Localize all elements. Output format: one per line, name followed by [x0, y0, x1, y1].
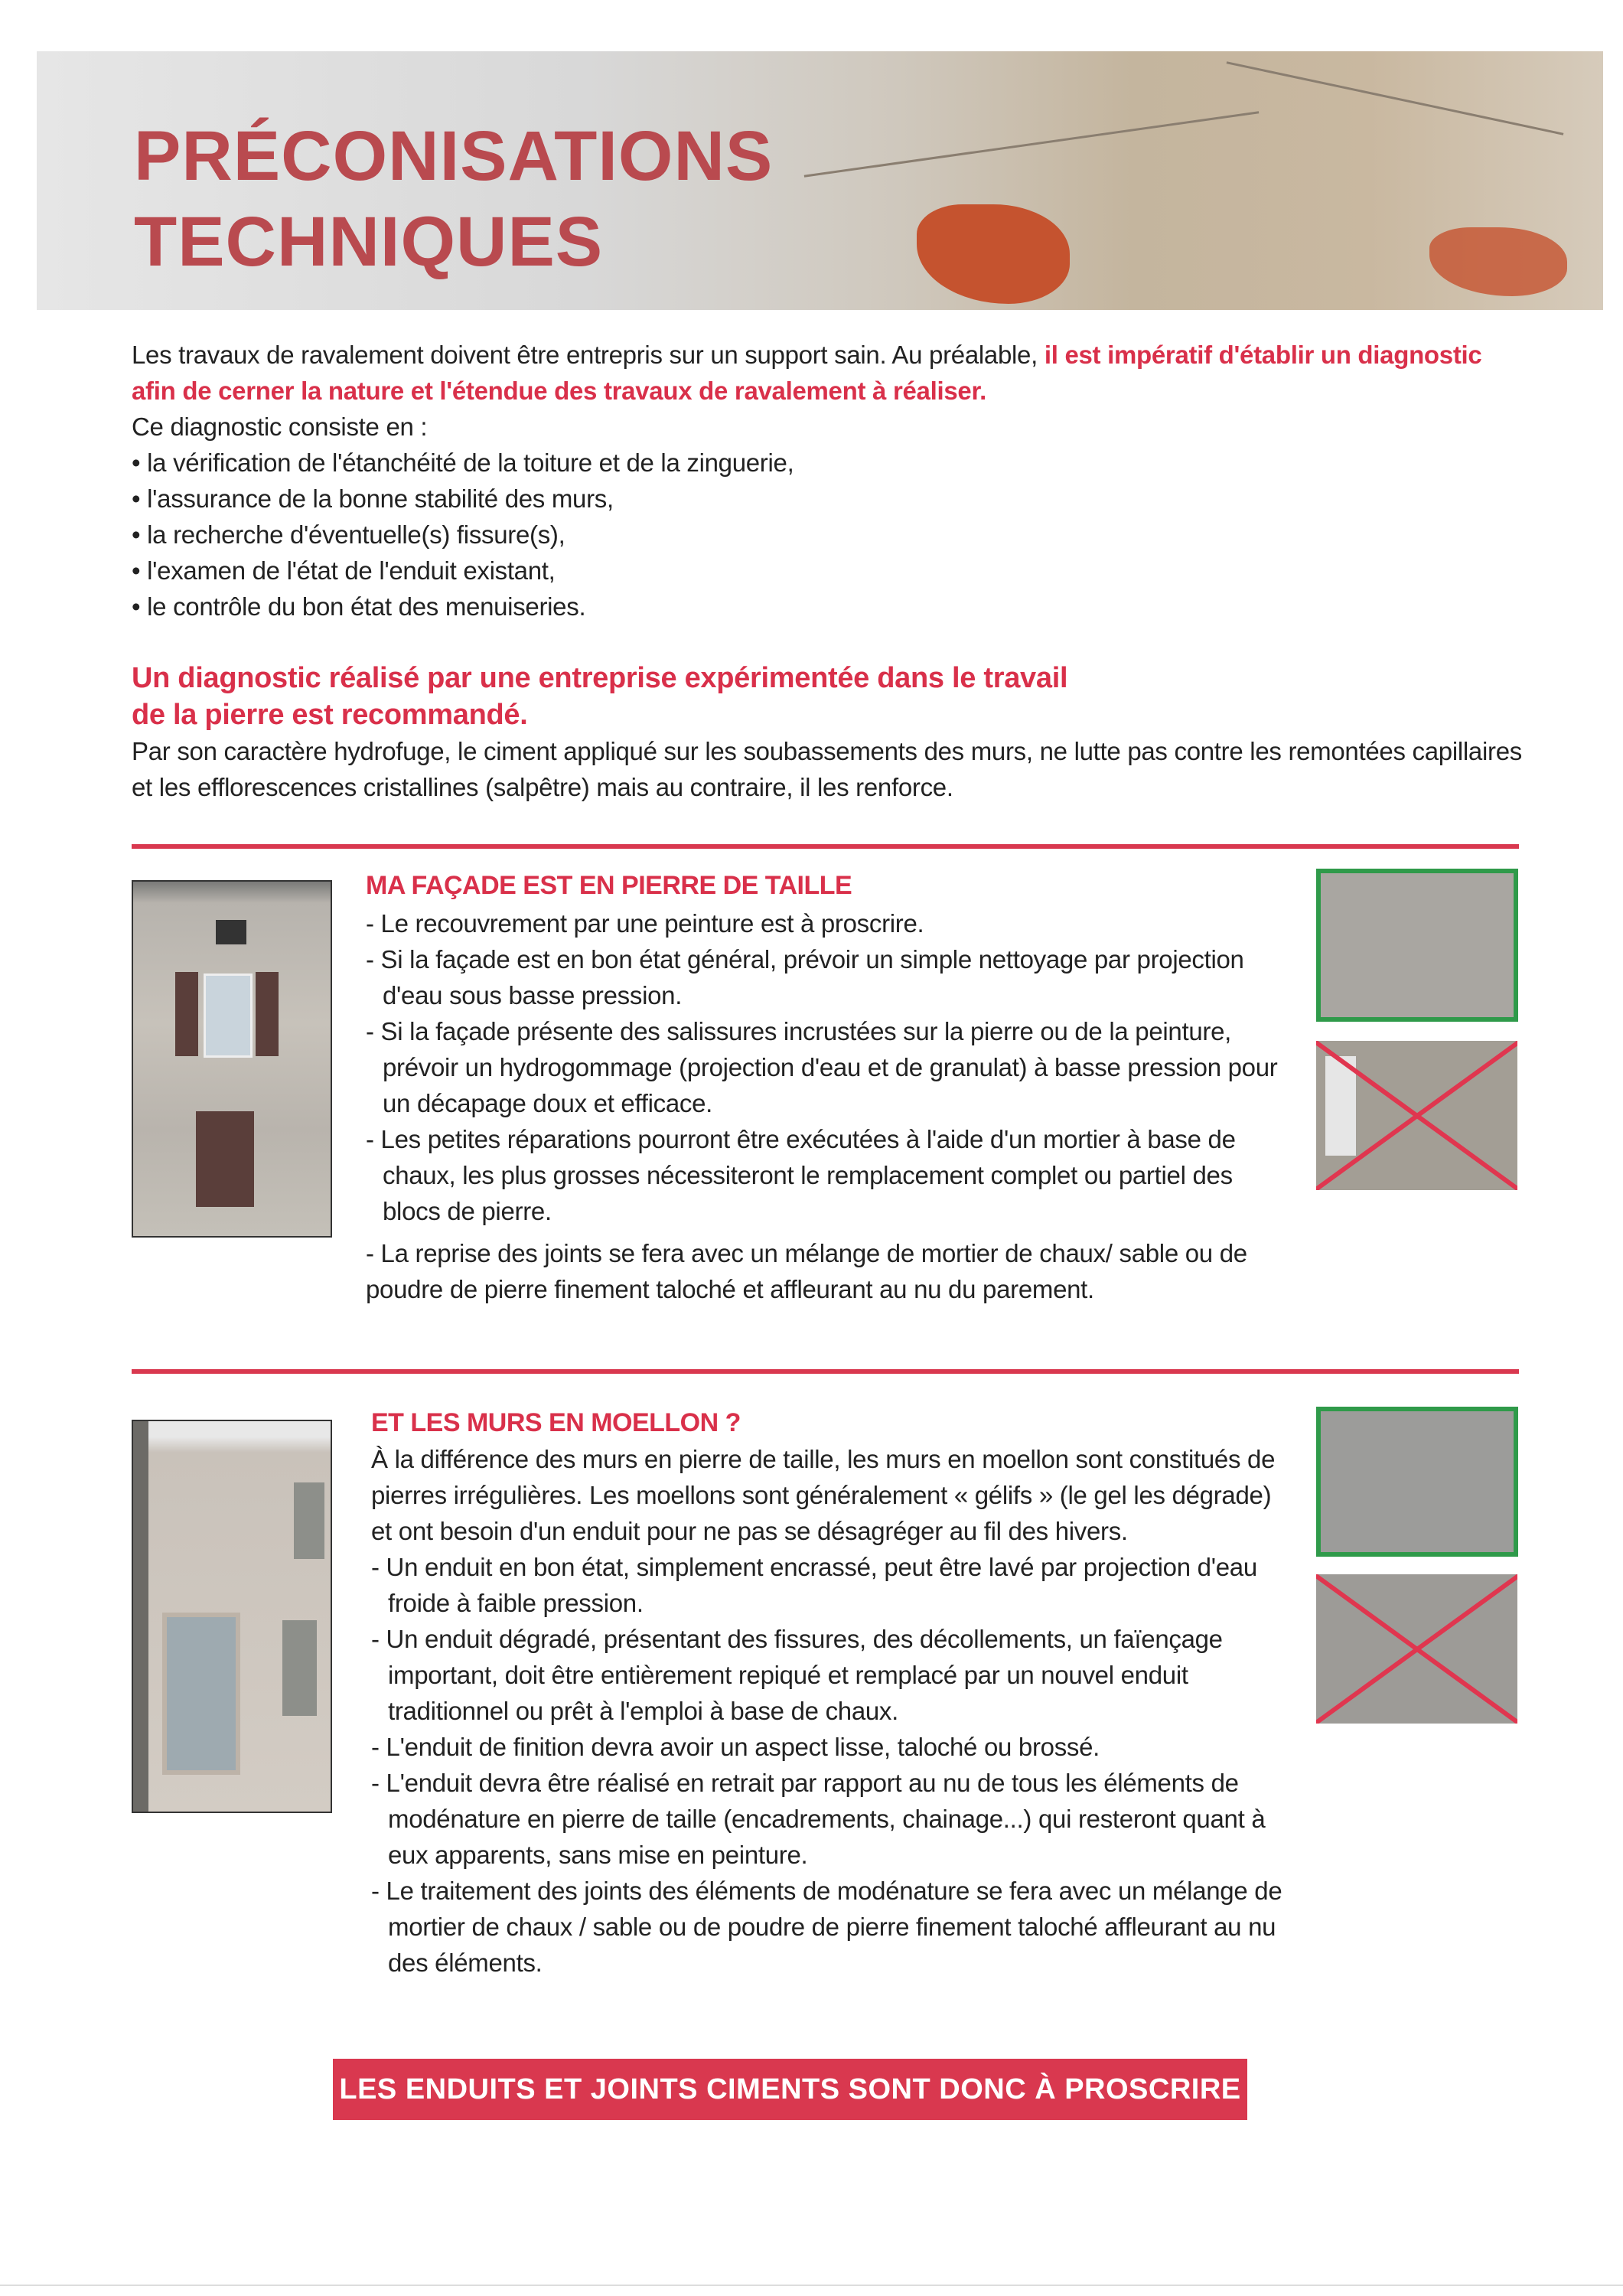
list-item: • le contrôle du bon état des menuiseries. — [132, 592, 586, 621]
bad-example-thumb — [1316, 1574, 1517, 1724]
title-line-1: PRÉCONISATIONS — [134, 117, 774, 195]
list-item: • l'examen de l'état de l'enduit existant, — [132, 556, 556, 585]
exposed-brick — [1429, 227, 1567, 296]
intro-emphasis: il est impératif d'établir un diagnostic afin de cerner la nature et l'étendue des travaux de ravalement à réaliser. — [132, 341, 1482, 405]
list-item: - Le traitement des joints des éléments de modénature se fera avec un mélange de mortier de chaux / sable ou de poudre de pierre finement taloché affleurant au nu des éléments. — [371, 1877, 1282, 1977]
list-item: - Si la façade présente des salissures incrustées sur la pierre ou de la peinture, prévoir un hydrogommage (projection d'eau et de granulat) à basse pression pour un décapage doux et efficace. — [366, 1017, 1278, 1117]
title-line-2: TECHNIQUES — [134, 203, 604, 281]
list-intro: Ce diagnostic consiste en : — [132, 413, 428, 441]
recommendation-text: Par son caractère hydrofuge, le ciment appliqué sur les soubassements des murs, ne lutte pas contre les remontées capillaires et les efflorescences cristallines (salpêtre) mais au contraire, il les renforce. — [132, 737, 1522, 801]
list-item: • l'assurance de la bonne stabilité des murs, — [132, 484, 614, 513]
diagnostic-list — [132, 445, 1524, 625]
intro-text: Les travaux de ravalement doivent être entrepris sur un support sain. Au préalable, — [132, 341, 1045, 369]
good-example-thumb — [1316, 869, 1518, 1022]
facade-moellon-photo — [132, 1420, 332, 1813]
list-item: - L'enduit devra être réalisé en retrait par rapport au nu de tous les éléments de modénature en pierre de taille (encadrements, chainage...) qui resteront quant à eux apparents, sans mise en peinture. — [371, 1769, 1266, 1869]
page-title — [134, 113, 773, 285]
list-item: - La reprise des joints se fera avec un mélange de mortier de chaux/ sable ou de poudre de pierre finement taloché et affleurant au nu du parement. — [366, 1239, 1247, 1303]
recommendation-heading: de la pierre est recommandé. — [132, 699, 528, 731]
section-pierre-de-taille — [366, 871, 1284, 1307]
section-intro: À la différence des murs en pierre de taille, les murs en moellon sont constitués de pierres irrégulières. Les moellons sont généralement « gélifs » (le gel les dégrade) et ont besoin d'un enduit pour ne pas se désagréger au fil des hivers. — [371, 1445, 1276, 1545]
list-item: - Si la façade est en bon état général, prévoir un simple nettoyage par projection d'eau sous basse pression. — [366, 945, 1244, 1009]
section-heading: MA FAÇADE EST EN PIERRE DE TAILLE — [366, 871, 852, 900]
crack — [804, 111, 1260, 177]
section-heading: ET LES MURS EN MOELLON ? — [371, 1408, 741, 1437]
bad-example-thumb — [1316, 1041, 1517, 1190]
exposed-brick — [917, 204, 1070, 304]
facade-stone-photo — [132, 880, 332, 1238]
list-item: • la recherche d'éventuelle(s) fissure(s), — [132, 520, 565, 549]
list-item: - Le recouvrement par une peinture est à proscrire. — [366, 909, 924, 938]
good-example-thumb — [1316, 1407, 1518, 1557]
recommendation — [132, 660, 1524, 805]
list-item: - Un enduit dégradé, présentant des fissures, des décollements, un faïençage important, doit être entièrement repiqué et remplacé par un nouvel enduit traditionnel ou prêt à l'emploi à base de chaux. — [371, 1625, 1223, 1725]
list-item: - L'enduit de finition devra avoir un aspect lisse, taloché ou brossé. — [371, 1733, 1100, 1761]
section-moellon — [371, 1408, 1289, 1981]
crack — [1227, 61, 1564, 135]
list-item: - Un enduit en bon état, simplement encrassé, peut être lavé par projection d'eau froide à faible pression. — [371, 1553, 1257, 1617]
recommendation-heading: Un diagnostic réalisé par une entreprise expérimentée dans le travail — [132, 662, 1068, 694]
conclusion-banner: LES ENDUITS ET JOINTS CIMENTS SONT DONC À PROSCRIRE — [333, 2059, 1247, 2120]
divider — [132, 1369, 1519, 1374]
divider — [132, 844, 1519, 849]
list-item: • la vérification de l'étanchéité de la toiture et de la zinguerie, — [132, 448, 794, 477]
page-edge — [0, 2285, 1623, 2286]
intro-paragraph — [132, 337, 1524, 625]
list-item: - Les petites réparations pourront être exécutées à l'aide d'un mortier à base de chaux, les plus grosses nécessiteront le remplacement complet ou partiel des blocs de pierre. — [366, 1125, 1236, 1225]
